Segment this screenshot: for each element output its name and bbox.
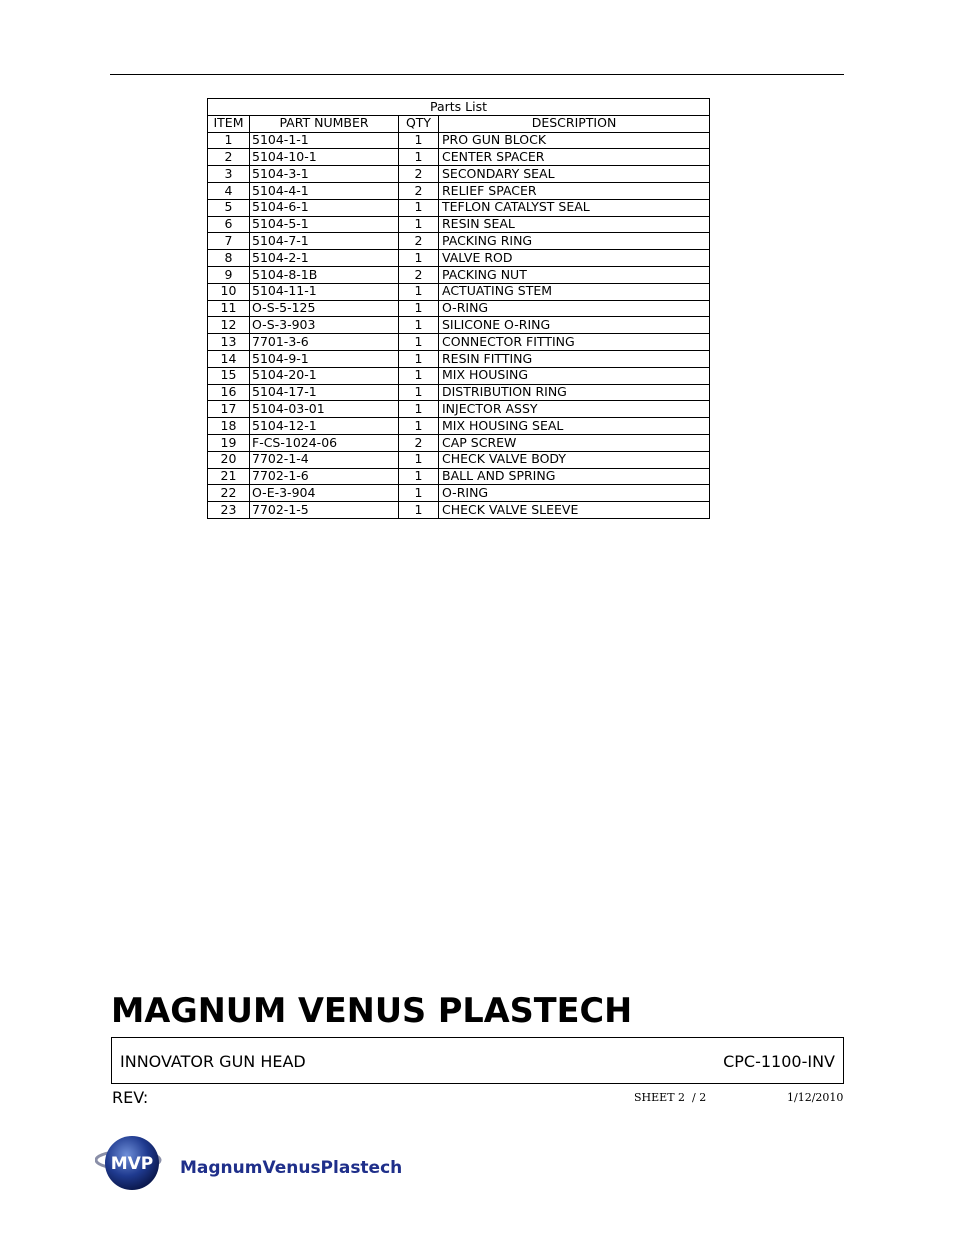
cell-qty: 2 [399, 182, 439, 199]
cell-part-number: 5104-1-1 [250, 132, 399, 149]
cell-item: 6 [208, 216, 250, 233]
cell-description: MIX HOUSING SEAL [439, 418, 710, 435]
cell-item: 7 [208, 233, 250, 250]
cell-description: MIX HOUSING [439, 367, 710, 384]
cell-item: 4 [208, 182, 250, 199]
cell-part-number: O-E-3-904 [250, 485, 399, 502]
table-row [208, 132, 710, 149]
table-row [208, 300, 710, 317]
table-row [208, 317, 710, 334]
cell-item: 18 [208, 418, 250, 435]
table-row [208, 418, 710, 435]
cell-qty: 2 [399, 266, 439, 283]
header-description: DESCRIPTION [439, 115, 710, 132]
cell-qty: 1 [399, 384, 439, 401]
cell-qty: 1 [399, 418, 439, 435]
document-date: 1/12/2010 [787, 1091, 844, 1104]
logo-wordmark: MagnumVenusPlastech [180, 1158, 403, 1178]
cell-description: RESIN FITTING [439, 350, 710, 367]
cell-item: 9 [208, 266, 250, 283]
cell-qty: 1 [399, 334, 439, 351]
cell-item: 10 [208, 283, 250, 300]
cell-qty: 1 [399, 283, 439, 300]
cell-qty: 1 [399, 216, 439, 233]
table-row [208, 451, 710, 468]
table-row [208, 367, 710, 384]
cell-qty: 1 [399, 485, 439, 502]
table-row [208, 199, 710, 216]
cell-part-number: 5104-17-1 [250, 384, 399, 401]
cell-item: 21 [208, 468, 250, 485]
cell-description: CAP SCREW [439, 434, 710, 451]
cell-part-number: 7701-3-6 [250, 334, 399, 351]
cell-qty: 1 [399, 300, 439, 317]
cell-description: BALL AND SPRING [439, 468, 710, 485]
cell-description: CONNECTOR FITTING [439, 334, 710, 351]
cell-item: 16 [208, 384, 250, 401]
cell-item: 1 [208, 132, 250, 149]
cell-item: 19 [208, 434, 250, 451]
cell-part-number: F-CS-1024-06 [250, 434, 399, 451]
cell-part-number: 7702-1-5 [250, 502, 399, 519]
cell-item: 13 [208, 334, 250, 351]
cell-part-number: 5104-20-1 [250, 367, 399, 384]
cell-part-number: 5104-03-01 [250, 401, 399, 418]
cell-part-number: 5104-10-1 [250, 149, 399, 166]
table-row [208, 266, 710, 283]
cell-qty: 1 [399, 149, 439, 166]
cell-qty: 1 [399, 350, 439, 367]
table-row [208, 149, 710, 166]
parts-list-title: Parts List [208, 99, 710, 116]
cell-description: DISTRIBUTION RING [439, 384, 710, 401]
table-row [208, 468, 710, 485]
cell-qty: 1 [399, 502, 439, 519]
cell-qty: 1 [399, 199, 439, 216]
company-heading: MAGNUM VENUS PLASTECH [111, 991, 633, 1030]
cell-qty: 2 [399, 233, 439, 250]
header-part-number: PART NUMBER [250, 115, 399, 132]
cell-part-number: 5104-2-1 [250, 250, 399, 267]
cell-qty: 1 [399, 250, 439, 267]
cell-description: CHECK VALVE BODY [439, 451, 710, 468]
cell-part-number: 7702-1-6 [250, 468, 399, 485]
header-item: ITEM [208, 115, 250, 132]
cell-part-number: 5104-12-1 [250, 418, 399, 435]
logo-badge-text: MVP [110, 1154, 154, 1174]
table-row [208, 216, 710, 233]
table-row [208, 384, 710, 401]
cell-description: RESIN SEAL [439, 216, 710, 233]
cell-qty: 2 [399, 166, 439, 183]
cell-description: CENTER SPACER [439, 149, 710, 166]
cell-description: RELIEF SPACER [439, 182, 710, 199]
table-row [208, 485, 710, 502]
cell-description: VALVE ROD [439, 250, 710, 267]
cell-part-number: 5104-5-1 [250, 216, 399, 233]
cell-part-number: 7702-1-4 [250, 451, 399, 468]
cell-description: SILICONE O-RING [439, 317, 710, 334]
cell-description: PRO GUN BLOCK [439, 132, 710, 149]
cell-item: 14 [208, 350, 250, 367]
cell-description: O-RING [439, 485, 710, 502]
revision-label: REV: [112, 1088, 149, 1107]
cell-qty: 1 [399, 468, 439, 485]
cell-part-number: 5104-9-1 [250, 350, 399, 367]
cell-qty: 1 [399, 317, 439, 334]
table-row [208, 401, 710, 418]
document-number: CPC-1100-INV [723, 1052, 835, 1071]
document-title: INNOVATOR GUN HEAD [120, 1052, 306, 1071]
cell-qty: 1 [399, 367, 439, 384]
cell-item: 8 [208, 250, 250, 267]
cell-item: 5 [208, 199, 250, 216]
cell-part-number: 5104-4-1 [250, 182, 399, 199]
cell-item: 22 [208, 485, 250, 502]
cell-description: PACKING RING [439, 233, 710, 250]
cell-part-number: O-S-5-125 [250, 300, 399, 317]
cell-description: INJECTOR ASSY [439, 401, 710, 418]
cell-description: CHECK VALVE SLEEVE [439, 502, 710, 519]
cell-item: 12 [208, 317, 250, 334]
cell-part-number: 5104-8-1B [250, 266, 399, 283]
cell-description: PACKING NUT [439, 266, 710, 283]
parts-list-table [207, 98, 710, 519]
cell-item: 15 [208, 367, 250, 384]
table-row [208, 182, 710, 199]
table-row [208, 350, 710, 367]
cell-item: 11 [208, 300, 250, 317]
table-row [208, 502, 710, 519]
table-row [208, 250, 710, 267]
cell-part-number: 5104-7-1 [250, 233, 399, 250]
title-block-box [111, 1037, 844, 1084]
cell-part-number: O-S-3-903 [250, 317, 399, 334]
cell-item: 20 [208, 451, 250, 468]
cell-qty: 2 [399, 434, 439, 451]
parts-list-body [208, 132, 710, 518]
cell-item: 17 [208, 401, 250, 418]
cell-description: ACTUATING STEM [439, 283, 710, 300]
cell-description: TEFLON CATALYST SEAL [439, 199, 710, 216]
cell-item: 23 [208, 502, 250, 519]
cell-item: 2 [208, 149, 250, 166]
cell-qty: 1 [399, 451, 439, 468]
table-row [208, 334, 710, 351]
header-qty: QTY [399, 115, 439, 132]
table-row [208, 434, 710, 451]
sheet-number: SHEET 2 / 2 [634, 1091, 707, 1104]
table-row [208, 166, 710, 183]
cell-qty: 1 [399, 401, 439, 418]
cell-description: SECONDARY SEAL [439, 166, 710, 183]
table-row [208, 283, 710, 300]
cell-description: O-RING [439, 300, 710, 317]
cell-part-number: 5104-3-1 [250, 166, 399, 183]
table-row [208, 233, 710, 250]
cell-qty: 1 [399, 132, 439, 149]
cell-item: 3 [208, 166, 250, 183]
cell-part-number: 5104-11-1 [250, 283, 399, 300]
header-rule [110, 74, 844, 75]
cell-part-number: 5104-6-1 [250, 199, 399, 216]
